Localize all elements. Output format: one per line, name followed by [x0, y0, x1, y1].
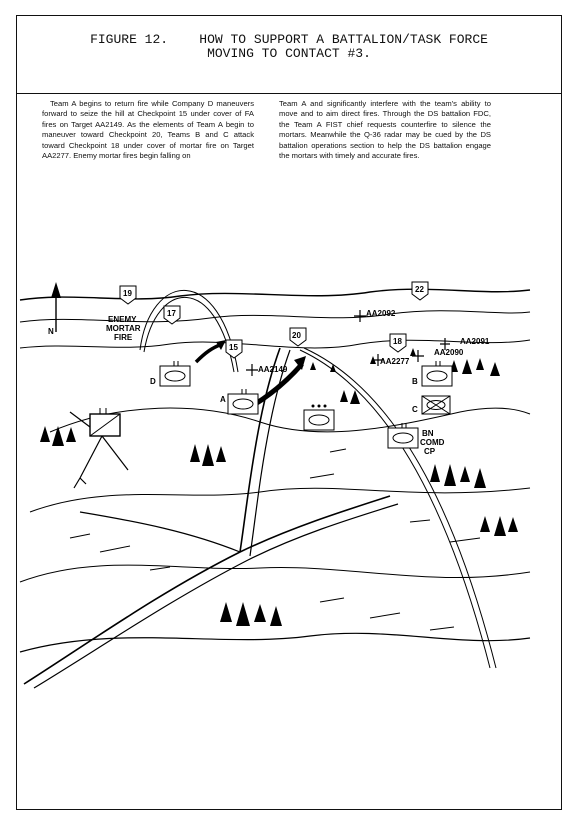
target-aa2091: AA2091 [460, 337, 490, 346]
team-b-symbol [412, 361, 452, 386]
target-aa2092: AA2092 [366, 309, 396, 318]
title-box [17, 16, 561, 94]
checkpoint-19-label: 19 [123, 289, 132, 298]
ds-battalion-symbol [304, 405, 334, 431]
comd-label: COMD [420, 438, 445, 447]
bn-comd-cp-symbol [388, 423, 445, 456]
figure-title-line1: FIGURE 12. HOW TO SUPPORT A BATTALION/TASK FORCE [90, 32, 488, 47]
left-paragraph: Team A begins to return fire while Company D maneuvers forward to seize the hill at Checkpoint 15 under cover of FA fires on Target AA2149. As the elements of Team A begin to maneuver toward Checkpoint 20, Teams B and C attack toward Checkpoint 18 under cover of mortar fire on Target AA2277. Enemy mortar fires begin falling on [42, 99, 254, 161]
team-c-symbol [412, 396, 450, 414]
enemy-mortar-label-3: FIRE [114, 333, 133, 342]
target-aa2090: AA2090 [434, 348, 464, 357]
team-a-label: A [220, 395, 226, 404]
target-aa2277: AA2277 [380, 357, 410, 366]
checkpoint-20 [290, 328, 306, 346]
company-d-label: D [150, 377, 156, 386]
bn-label: BN [422, 429, 434, 438]
checkpoint-19 [120, 286, 136, 304]
checkpoint-15 [226, 340, 242, 358]
north-label: N [48, 327, 54, 336]
checkpoint-20-label: 20 [292, 331, 301, 340]
figure-title-line2: MOVING TO CONTACT #3. [207, 46, 371, 61]
team-c-label: C [412, 405, 418, 414]
enemy-mortar-label-1: ENEMY [108, 315, 137, 324]
company-d-symbol [150, 361, 190, 386]
checkpoint-18-label: 18 [393, 337, 402, 346]
checkpoint-17-label: 17 [167, 309, 176, 318]
team-b-label: B [412, 377, 418, 386]
north-arrow-icon [48, 282, 61, 336]
figure-title [17, 33, 561, 61]
checkpoint-15-label: 15 [229, 343, 238, 352]
enemy-mortar-label-2: MORTAR [106, 324, 141, 333]
right-paragraph: Team A and significantly interfere with the team's ability to move and to aim direct fires. Through the DS battalion FDC, the Team A FIST chief requests counterfire to silence the mortars. Meanwhile the Q-36 radar may be cued by the DS battalion operations section to help the DS battalion engage the mortars with timely and accurate fires. [279, 99, 491, 161]
checkpoint-22 [412, 282, 428, 300]
cp-label: CP [424, 447, 436, 456]
target-aa2149: AA2149 [258, 365, 288, 374]
terrain-illustration [10, 252, 537, 692]
checkpoint-22-label: 22 [415, 285, 424, 294]
team-a-symbol [220, 389, 258, 414]
checkpoint-18 [390, 334, 406, 352]
